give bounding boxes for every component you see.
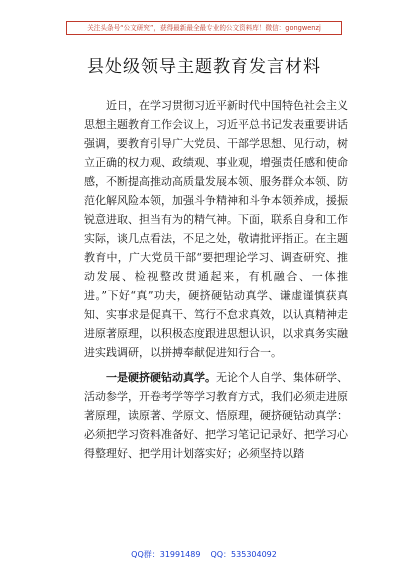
- footer-contact: [0, 549, 408, 560]
- footer-qq-group: QQ群：31991489: [131, 550, 201, 559]
- paragraph-lead: 一是硬挤硬钻动真学。: [106, 371, 216, 384]
- paragraph-point-one: [84, 368, 348, 463]
- paragraph-text: 近日，在学习贯彻习近平新时代中国特色社会主义思想主题教育工作会议上，习近平总书记发表重要讲话强调，要教育引导广大党员、干部学思想、见行动，树立正确的权力观、政绩观、事业观，增强责任感和使命感，不断提高推动高质量发展本领、服务群众本领、防范化解风险本领，加强斗争精神和斗争本领养成，援振锐意进取、担当有为的精气神。下面，联系自身和工作实际，谈几点看法，不足之处，敬请批评指正。在主题教育中，广大党员干部“要把理论学习、调查研究、推动发展、检视整改贯通起来，有机融合、一体推进。”下好“真”功夫，硬挤硬钻动真学、谦虚谨慎获真知、实事求是促真干、笃行不怠求真效，以认真精神走进原著原理，以积极态度跟进思想认识，以求真务实融进实践调研，以拼搏奉献促进知行合一。: [84, 99, 348, 359]
- document-body: [84, 96, 348, 463]
- paragraph-intro: [84, 96, 348, 362]
- header-banner: 关注头条号“公文研究”，获得最新最全最专业的公文资料库！微信：gongwenzj: [66, 21, 342, 35]
- document-title: 县处级领导主题教育发言材料: [87, 57, 321, 77]
- footer-qq-id: QQ：535304092: [210, 550, 277, 559]
- paragraph-text: 无论个人自学、集体研学、活动参学，开卷考学等学习教育方式，我们必须走进原著原理，读原著、学原文、悟原理，硬挤硬钻动真学：必须把学习资料准备好、把学习笔记记录好、把学习心得整理好、把学用计划落实好；必须坚持以踏: [84, 371, 348, 460]
